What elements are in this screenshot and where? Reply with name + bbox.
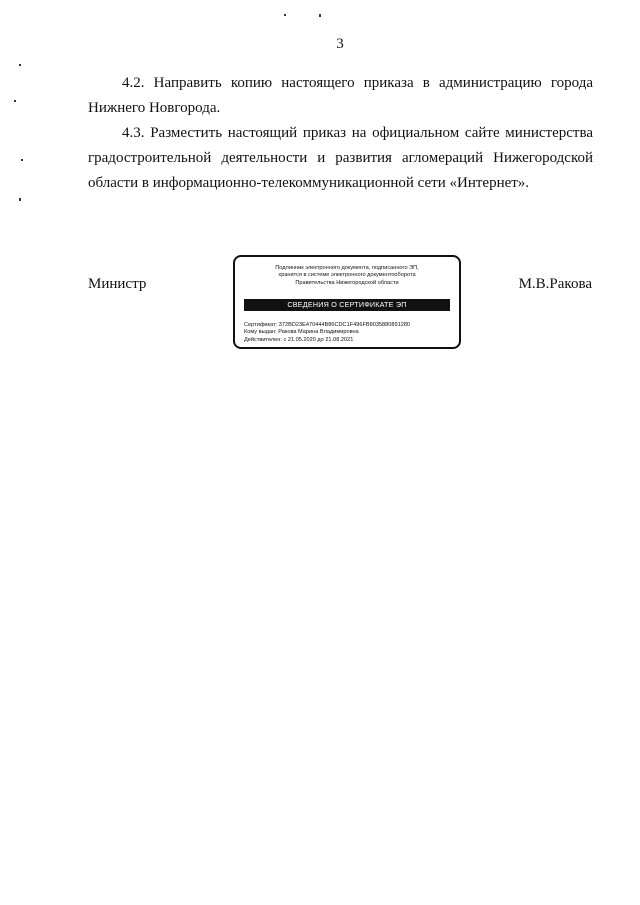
stamp-header-line: Подлинник электронного документа, подписанного ЭП, [275,265,419,271]
paragraph-text: Направить копию настоящего приказа в администрацию города Нижнего Новгорода. [88,75,594,116]
paragraph-number: 4.3. [122,125,145,141]
scan-speck [319,14,321,17]
stamp-header-line: хранится в системе электронного документооборота [278,272,416,279]
stamp-header [241,265,453,287]
stamp-details [244,322,453,344]
valid-value: с 21.05.2020 до 21.08.2021 [283,336,354,343]
scan-speck [21,159,23,161]
issued-to-row [244,329,453,336]
issued-to-value: Ракова Марина Владимировна [278,329,359,336]
paragraph-4-2 [88,71,593,121]
signer-name: М.В.Ракова [518,276,592,292]
stamp-header-line: Правительства Нижегородской области [295,279,399,286]
stamp-banner: СВЕДЕНИЯ О СЕРТИФИКАТЕ ЭП [244,299,450,311]
valid-row [244,337,453,344]
page-number: 3 [336,36,344,52]
certificate-row [244,322,453,329]
scan-speck [19,198,21,201]
electronic-signature-stamp [233,255,461,349]
valid-label: Действителен: [244,336,282,343]
certificate-label: Сертификат: [244,322,278,328]
paragraph-4-3 [88,121,593,196]
paragraph-text: Разместить настоящий приказ на официальном сайте министерства градостроительной деятельности и развития агломераций Нижегородской области в информационно-телекоммуникационной сети «Интернет». [88,125,594,191]
paragraph-number: 4.2. [122,75,145,91]
issued-to-label: Кому выдан: [244,329,277,336]
signer-title: Министр [88,276,147,292]
certificate-value: 372BD23E470444B86CDC1F496FB8035880891280 [278,322,411,328]
scan-speck [14,100,16,102]
scan-speck [284,14,286,16]
scan-speck [19,64,21,66]
